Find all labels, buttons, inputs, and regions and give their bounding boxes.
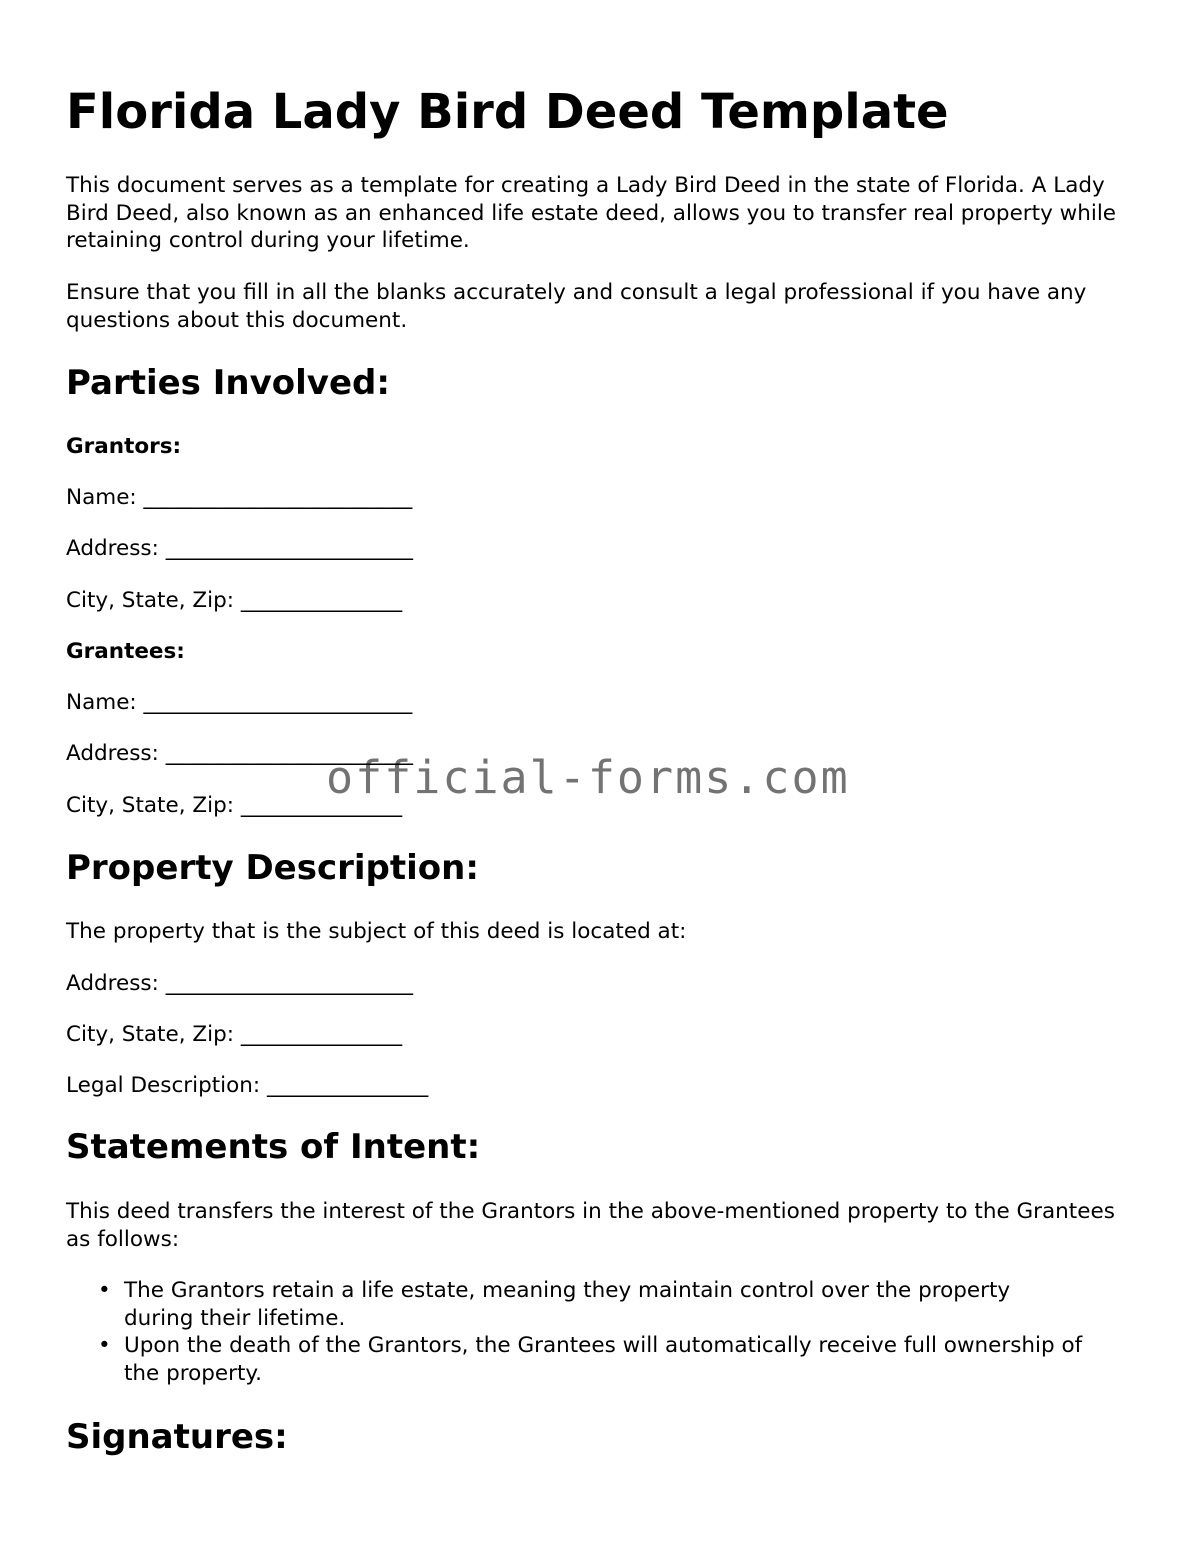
intent-heading: Statements of Intent: [66, 1127, 481, 1167]
property-city-field: City, State, Zip: _______________ [66, 1022, 403, 1047]
property-legal-field: Legal Description: _______________ [66, 1073, 429, 1098]
watermark: official-forms.com [326, 751, 850, 804]
grantees-label: Grantees: [66, 639, 185, 664]
bullet-icon: • [98, 1333, 111, 1358]
grantor-address-field: Address: _______________________ [66, 536, 413, 561]
signatures-heading: Signatures: [66, 1417, 288, 1457]
intent-bullet-1: The Grantors retain a life estate, meaning they maintain control over the property during their lifetime. [124, 1278, 1011, 1331]
parties-heading: Parties Involved: [66, 363, 390, 403]
grantee-city-field: City, State, Zip: _______________ [66, 793, 403, 818]
property-intro: The property that is the subject of this deed is located at: [66, 919, 687, 944]
grantor-name-field: Name: _________________________ [66, 485, 413, 510]
intent-list [66, 1277, 1126, 1387]
property-address-field: Address: _______________________ [66, 971, 413, 996]
grantee-address-field: Address: _______________________ [66, 741, 413, 766]
list-item [66, 1277, 1084, 1332]
grantors-label: Grantors: [66, 434, 182, 459]
intro-paragraph-1: This document serves as a template for creating a Lady Bird Deed in the state of Florida. A Lady Bird Deed, also known as an enhanced life estate deed, allows you to transfer real property while retaining control during your lifetime. [66, 173, 1117, 253]
grantor-city-field: City, State, Zip: _______________ [66, 588, 403, 613]
list-item [66, 1332, 1084, 1387]
intent-bullet-2: Upon the death of the Grantors, the Grantees will automatically receive full ownership of the property. [124, 1333, 1083, 1386]
intent-intro: This deed transfers the interest of the Grantors in the above-mentioned property to the Grantees as follows: [66, 1199, 1115, 1252]
grantee-name-field: Name: _________________________ [66, 690, 413, 715]
property-heading: Property Description: [66, 848, 479, 888]
bullet-icon: • [98, 1278, 111, 1303]
document-title: Florida Lady Bird Deed Template [66, 84, 949, 140]
intro-paragraph-2: Ensure that you fill in all the blanks accurately and consult a legal professional if you have any questions about this document. [66, 280, 1087, 333]
